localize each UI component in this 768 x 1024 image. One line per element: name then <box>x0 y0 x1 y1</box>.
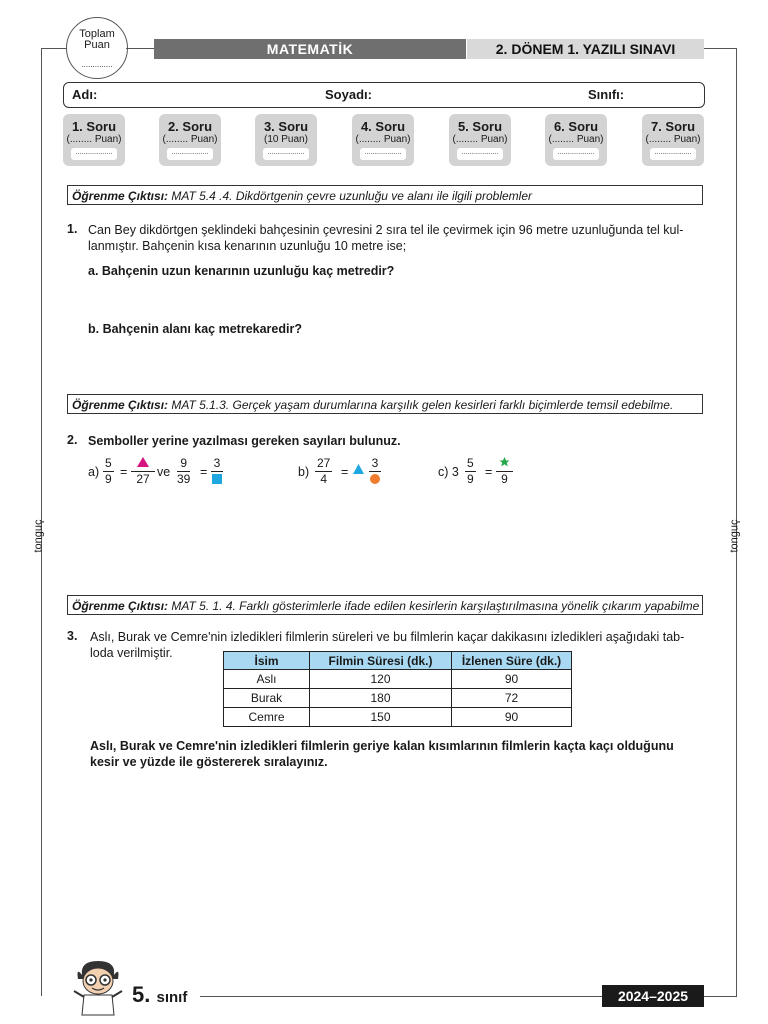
score-box-title: 2. Soru <box>167 119 213 134</box>
academic-year-badge: 2024–2025 <box>602 985 704 1007</box>
question-1-line1: Can Bey dikdörtgen şeklindeki bahçesinin çevresini 2 sıra tel ile çevirmek için 96 metre uzunluğunda tel kul- <box>88 223 684 237</box>
learning-outcome-label: Öğrenme Çıktısı: <box>72 189 169 203</box>
score-box-q7 <box>642 114 704 166</box>
learning-outcome-label: Öğrenme Çıktısı: <box>72 599 169 613</box>
q2-b-fraction-1 <box>315 456 332 487</box>
score-box-title: 4. Soru <box>360 119 406 134</box>
side-brand-right: tonguç <box>728 519 741 553</box>
question-1-text <box>88 222 706 254</box>
numerator: 27 <box>317 456 331 470</box>
numerator: 3 <box>211 456 223 472</box>
score-box-title: 3. Soru <box>263 119 309 134</box>
score-box-blank: ................... <box>553 148 599 160</box>
frame-bottom-border <box>200 996 602 997</box>
score-box-points: (........ Puan) <box>162 134 218 145</box>
question-3-line2: loda verilmiştir. <box>90 646 173 660</box>
equals-sign: = <box>485 465 493 479</box>
table-cell: 180 <box>310 689 452 708</box>
table-cell: 90 <box>452 708 572 727</box>
score-box-q6 <box>545 114 607 166</box>
header-connector <box>126 48 154 49</box>
denominator: 9 <box>501 472 508 486</box>
frame-bottom-border-right <box>704 996 737 997</box>
total-score-blank: .............. <box>81 60 113 69</box>
exam-title: 2. DÖNEM 1. YAZILI SINAVI <box>467 39 704 59</box>
denominator: 9 <box>105 472 112 486</box>
score-box-points: (........ Puan) <box>452 134 508 145</box>
denominator: 4 <box>320 472 328 486</box>
score-box-q2 <box>159 114 221 166</box>
table-row <box>224 670 572 689</box>
score-box-title: 7. Soru <box>650 119 696 134</box>
score-box-points: (........ Puan) <box>548 134 604 145</box>
films-table <box>223 651 572 727</box>
class-label: Sınıfı: <box>588 87 625 102</box>
side-brand-left: tonguç <box>32 519 45 553</box>
table-header-cell: Filmin Süresi (dk.) <box>310 652 452 670</box>
score-box-q4 <box>352 114 414 166</box>
equals-sign: = <box>120 465 128 479</box>
score-box-blank: ................... <box>263 148 309 160</box>
learning-outcome-text: MAT 5.1.3. Gerçek yaşam durumlarına karşılık gelen kesirleri farklı biçimlerde temsil edebilme. <box>168 398 674 412</box>
denominator: 39 <box>177 472 191 486</box>
learning-outcome-3 <box>67 595 703 615</box>
question-1-number: 1. <box>67 222 78 236</box>
table-header-cell: İsim <box>224 652 310 670</box>
numerator: 5 <box>105 456 112 470</box>
score-box-points: (........ Puan) <box>355 134 411 145</box>
whole-triangle-blue-icon <box>352 463 365 479</box>
equals-sign: = <box>200 465 208 479</box>
score-box-q5 <box>449 114 511 166</box>
total-score-circle <box>66 17 128 79</box>
numerator: 3 <box>369 456 381 472</box>
table-cell: 72 <box>452 689 572 708</box>
q2-a-label: a) <box>88 465 100 479</box>
q2-c-fraction-2 <box>496 456 513 487</box>
numerator-star-green-icon <box>496 456 513 472</box>
table-cell: 90 <box>452 670 572 689</box>
surname-label: Soyadı: <box>325 87 372 102</box>
score-box-blank: ................... <box>167 148 213 160</box>
numerator-triangle-pink-icon <box>131 456 155 472</box>
total-score-label: Toplam Puan <box>79 28 115 51</box>
score-box-blank: ................... <box>457 148 503 160</box>
question-3-line1: Aslı, Burak ve Cemre'nin izledikleri filmlerin süreleri ve bu filmlerin kaçar dakikasını izledikleri aşağıdaki tab- <box>90 630 685 644</box>
denominator-circle-orange-icon <box>369 472 381 487</box>
table-header-row <box>224 652 572 670</box>
score-box-blank: ................... <box>71 148 117 160</box>
question-1a: a. Bahçenin uzun kenarının uzunluğu kaç metredir? <box>88 264 395 278</box>
learning-outcome-text: MAT 5.4 .4. Dikdörtgenin çevre uzunluğu ve alanı ile ilgili problemler <box>168 189 532 203</box>
question-3-instruction-line1: Aslı, Burak ve Cemre'nin izledikleri filmlerin geriye kalan kısımlarının filmlerin kaçta kaçı olduğunu <box>90 739 674 753</box>
ve-word: ve <box>157 465 171 479</box>
score-box-points: (........ Puan) <box>66 134 122 145</box>
numerator: 5 <box>467 456 474 470</box>
name-label: Adı: <box>72 87 98 102</box>
score-box-q3 <box>255 114 317 166</box>
learning-outcome-2 <box>67 394 703 414</box>
q2-c-fraction-1 <box>465 456 476 487</box>
table-cell: 150 <box>310 708 452 727</box>
q2-a-fraction-1 <box>103 456 114 487</box>
question-1b: b. Bahçenin alanı kaç metrekaredir? <box>88 322 302 336</box>
q2-b-label: b) <box>298 465 310 479</box>
q2-c-label: c) 3 <box>438 465 459 479</box>
q2-a-fraction-2 <box>131 456 155 487</box>
score-box-title: 5. Soru <box>457 119 503 134</box>
q2-b-fraction-2 <box>369 456 381 487</box>
table-row <box>224 689 572 708</box>
table-header-cell: İzlenen Süre (dk.) <box>452 652 572 670</box>
table-cell: 120 <box>310 670 452 689</box>
question-3-instruction <box>90 738 706 770</box>
q2-a-fraction-3 <box>177 456 190 487</box>
score-box-title: 6. Soru <box>553 119 599 134</box>
score-box-points: (10 Puan) <box>264 134 308 145</box>
denominator: 9 <box>467 472 474 486</box>
table-row <box>224 708 572 727</box>
denominator-square-blue-icon <box>211 472 223 487</box>
denominator: 27 <box>136 472 150 486</box>
table-cell: Cemre <box>224 708 310 727</box>
subject-title: MATEMATİK <box>154 39 466 59</box>
question-1-line2: lanmıştır. Bahçenin kısa kenarının uzunluğu 10 metre ise; <box>88 239 407 253</box>
score-box-points: (........ Puan) <box>645 134 701 145</box>
equals-sign: = <box>341 465 349 479</box>
student-info-bar <box>63 82 705 108</box>
question-2-number: 2. <box>67 433 78 447</box>
score-box-blank: ................... <box>650 148 696 160</box>
learning-outcome-1 <box>67 185 703 205</box>
score-box-q1 <box>63 114 125 166</box>
q2-a-fraction-4 <box>211 456 223 487</box>
grade-label <box>132 982 187 1008</box>
question-3-instruction-line2: kesir ve yüzde ile göstererek sıralayınız. <box>90 755 328 769</box>
question-2-text: Semboller yerine yazılması gereken sayıları bulunuz. <box>88 434 401 448</box>
numerator: 9 <box>177 456 190 472</box>
table-cell: Burak <box>224 689 310 708</box>
mascot-illustration <box>70 957 126 1017</box>
table-cell: Aslı <box>224 670 310 689</box>
learning-outcome-text: MAT 5. 1. 4. Farklı gösterimlerle ifade edilen kesirlerin karşılaştırılmasına yönelik çıkarım yapabilme <box>168 599 700 613</box>
grade-number: 5. <box>132 982 151 1007</box>
frame-top-border <box>41 48 67 49</box>
grade-word: sınıf <box>156 989 188 1006</box>
score-box-title: 1. Soru <box>71 119 117 134</box>
question-3-number: 3. <box>67 629 78 643</box>
score-box-blank: ................... <box>360 148 406 160</box>
learning-outcome-label: Öğrenme Çıktısı: <box>72 398 169 412</box>
frame-top-border-right <box>704 48 737 49</box>
